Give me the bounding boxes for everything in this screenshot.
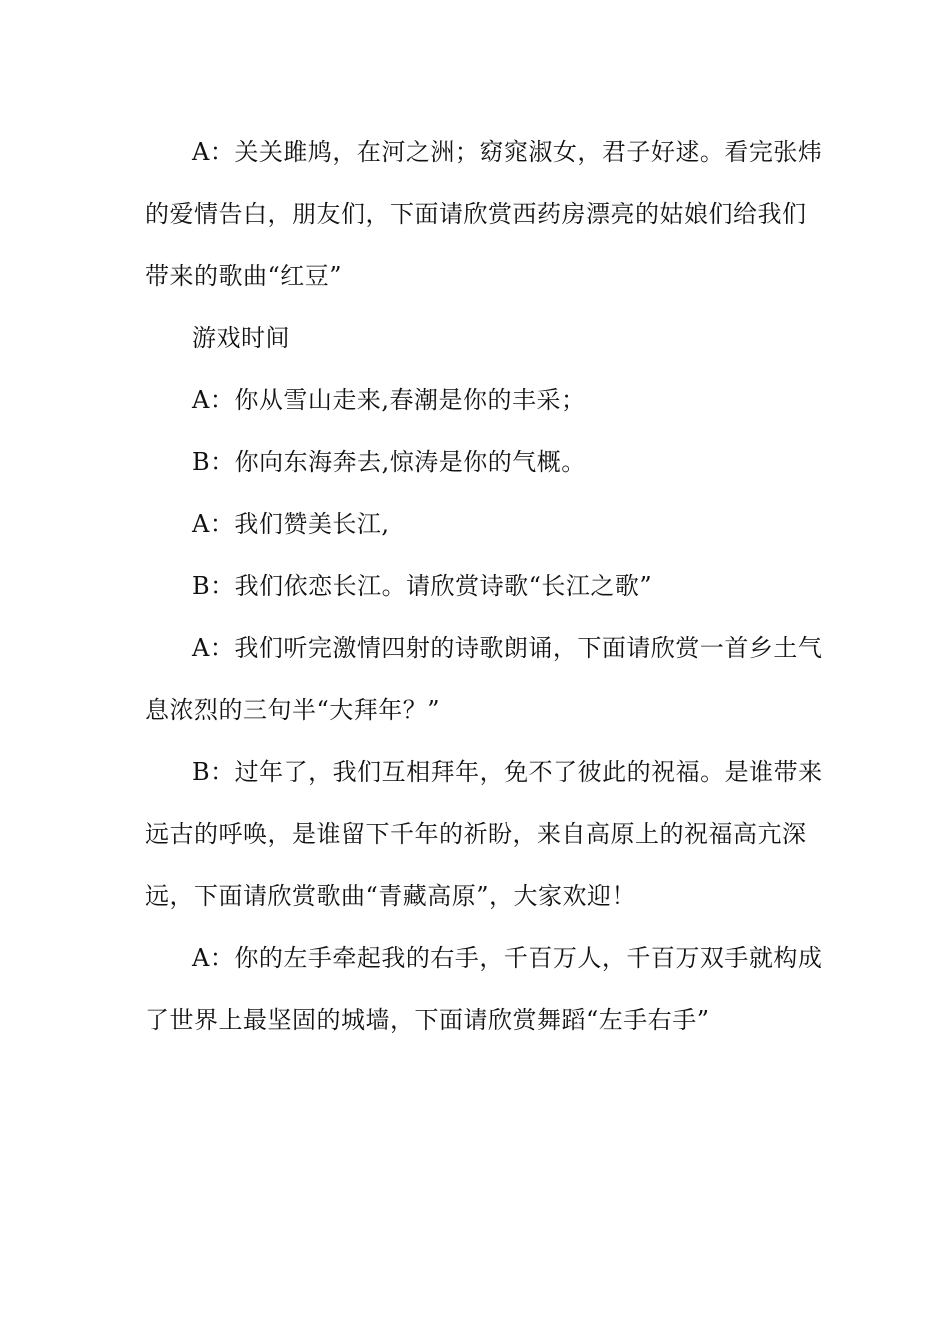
paragraph-line: 远，下面请欣赏歌曲“青藏高原”，大家欢迎！ bbox=[145, 882, 637, 910]
paragraph-line: 了世界上最坚固的城墙，下面请欣赏舞蹈“左手右手” bbox=[145, 1006, 710, 1034]
paragraph-line: 带来的歌曲“红豆” bbox=[145, 262, 343, 290]
paragraph-line: B：过年了，我们互相拜年，免不了彼此的祝福。是谁带来 bbox=[192, 758, 823, 786]
paragraph-line: A：我们听完激情四射的诗歌朗诵，下面请欣赏一首乡土气 bbox=[192, 634, 823, 662]
paragraph-line: B：你向东海奔去,惊涛是你的气概。 bbox=[192, 448, 586, 476]
section-heading: 游戏时间 bbox=[192, 324, 290, 352]
paragraph-line: A：我们赞美长江, bbox=[192, 510, 390, 538]
document-body bbox=[145, 121, 823, 1051]
paragraph-line: A：你从雪山走来,春潮是你的丰采； bbox=[192, 386, 586, 414]
paragraph-line: 远古的呼唤，是谁留下千年的祈盼，来自高原上的祝福高亢深 bbox=[145, 820, 807, 848]
paragraph-line: A：你的左手牵起我的右手，千百万人，千百万双手就构成 bbox=[192, 944, 823, 972]
paragraph-line: 的爱情告白，朋友们，下面请欣赏西药房漂亮的姑娘们给我们 bbox=[145, 200, 807, 228]
paragraph-line: A：关关雎鸠，在河之洲；窈窕淑女，君子好逑。看完张炜 bbox=[192, 138, 823, 166]
paragraph-line: 息浓烈的三句半“大拜年？” bbox=[145, 696, 441, 724]
paragraph-line: B：我们依恋长江。请欣赏诗歌“长江之歌” bbox=[192, 572, 653, 600]
